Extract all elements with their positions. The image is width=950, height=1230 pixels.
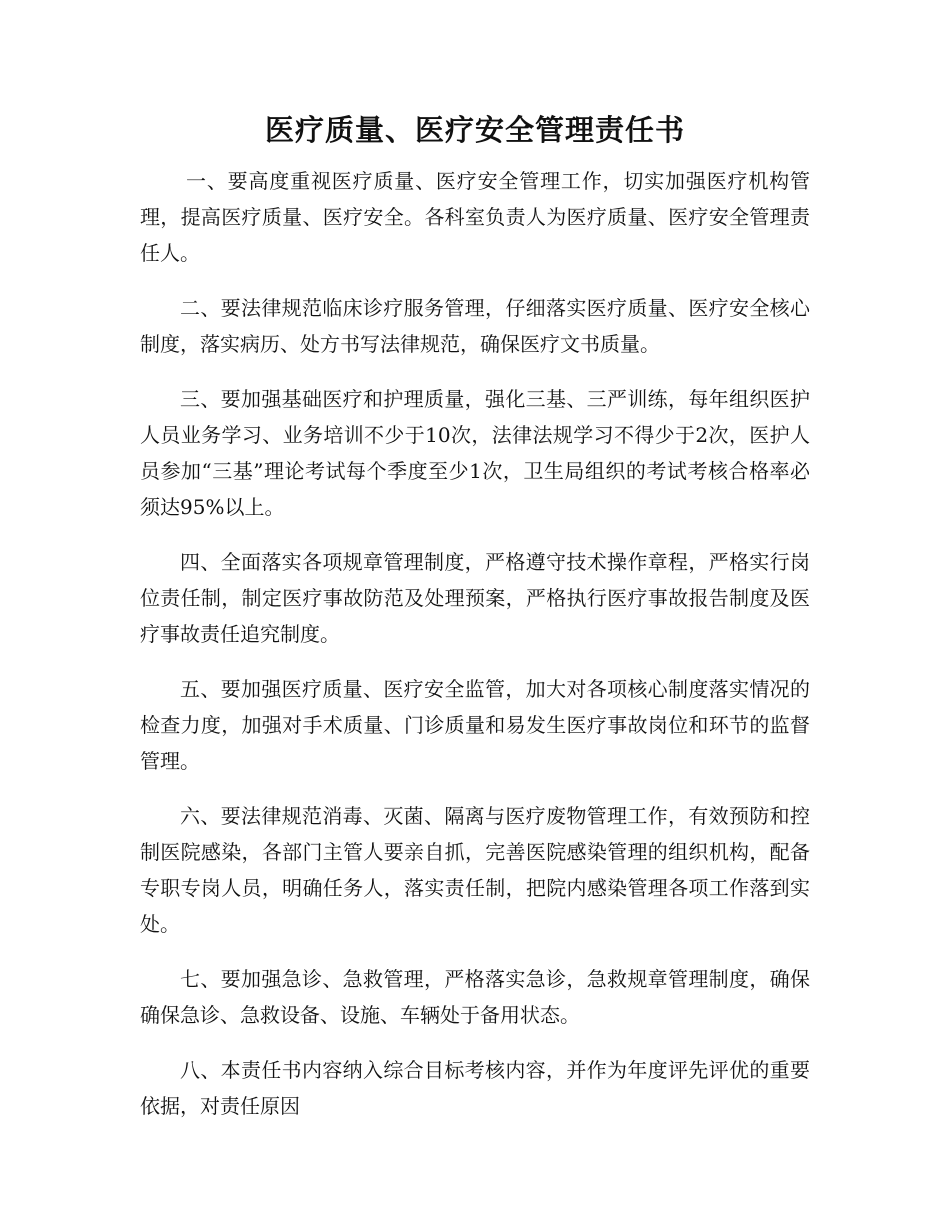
paragraph-5: 五、要加强医疗质量、医疗安全监管，加大对各项核心制度落实情况的检查力度，加强对手术质量、门诊质量和易发生医疗事故岗位和环节的监督管理。 [140,677,810,773]
paragraph-2: 二、要法律规范临床诊疗服务管理，仔细落实医疗质量、医疗安全核心制度，落实病历、处方书写法律规范，确保医疗文书质量。 [140,296,810,356]
paragraph-6: 六、要法律规范消毒、灭菌、隔离与医疗废物管理工作，有效预防和控制医院感染，各部门主管人要亲自抓，完善医院感染管理的组织机构，配备专职专岗人员，明确任务人，落实责任制，把院内感染管理各项工作落到实处。 [140,804,810,936]
paragraph-7: 七、要加强急诊、急救管理，严格落实急诊，急救规章管理制度，确保确保急诊、急救设备、设施、车辆处于备用状态。 [140,967,810,1027]
document-title: 医疗质量、医疗安全管理责任书 [264,113,685,147]
paragraph-3: 三、要加强基础医疗和护理质量，强化三基、三严训练，每年组织医护人员业务学习、业务培训不少于10次，法律法规学习不得少于2次，医护人员参加“三基”理论考试每个季度至少1次，卫生局组织的考试考核合格率必须达95%以上。 [140,387,810,519]
paragraph-8: 八、本责任书内容纳入综合目标考核内容，并作为年度评先评优的重要依据，对责任原因 [140,1058,810,1118]
paragraph-4: 四、全面落实各项规章管理制度，严格遵守技术操作章程，严格实行岗位责任制，制定医疗事故防范及处理预案，严格执行医疗事故报告制度及医疗事故责任追究制度。 [140,550,810,646]
paragraph-1: 一、要高度重视医疗质量、医疗安全管理工作，切实加强医疗机构管理，提高医疗质量、医疗安全。各科室负责人为医疗质量、医疗安全管理责任人。 [140,169,810,265]
